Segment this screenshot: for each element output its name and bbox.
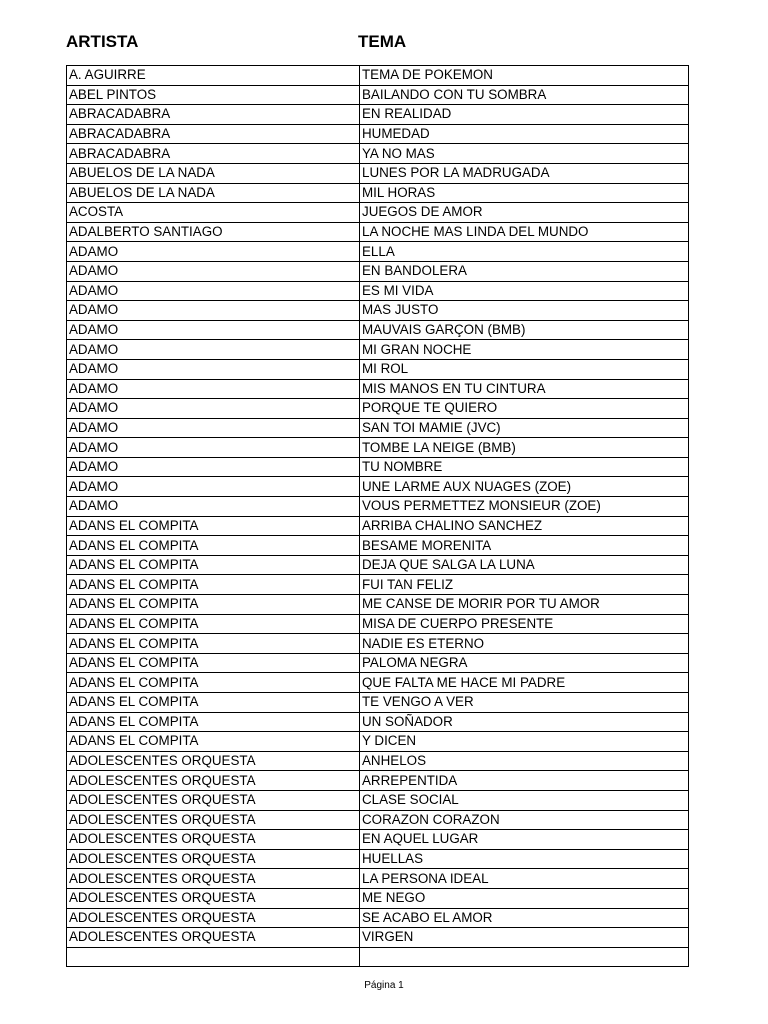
theme-cell: TU NOMBRE	[360, 457, 689, 477]
table-row	[67, 497, 689, 517]
table-row	[67, 595, 689, 615]
table-row	[67, 869, 689, 889]
theme-cell: PALOMA NEGRA	[360, 653, 689, 673]
artist-cell: ABRACADABRA	[67, 144, 360, 164]
theme-cell: CLASE SOCIAL	[360, 790, 689, 810]
theme-cell: MIS MANOS EN TU CINTURA	[360, 379, 689, 399]
artist-cell: ADANS EL COMPITA	[67, 595, 360, 615]
artist-cell: ADANS EL COMPITA	[67, 614, 360, 634]
artist-cell: ADAMO	[67, 340, 360, 360]
theme-cell: MAUVAIS GARÇON (BMB)	[360, 320, 689, 340]
artist-cell: ADOLESCENTES ORQUESTA	[67, 869, 360, 889]
artist-cell: ADAMO	[67, 477, 360, 497]
artist-cell: ADANS EL COMPITA	[67, 536, 360, 556]
theme-cell	[360, 947, 689, 967]
theme-cell: Y DICEN	[360, 732, 689, 752]
artist-cell: ADAMO	[67, 359, 360, 379]
artist-cell: ABEL PINTOS	[67, 85, 360, 105]
theme-cell: ANHELOS	[360, 751, 689, 771]
page-number: Página 1	[364, 980, 404, 991]
table-row	[67, 379, 689, 399]
artist-cell: ADAMO	[67, 301, 360, 321]
artist-cell: ADANS EL COMPITA	[67, 712, 360, 732]
table-row	[67, 438, 689, 458]
theme-cell: HUELLAS	[360, 849, 689, 869]
artist-cell: ADANS EL COMPITA	[67, 555, 360, 575]
artist-cell: ADOLESCENTES ORQUESTA	[67, 751, 360, 771]
table-row	[67, 614, 689, 634]
theme-cell: ARREPENTIDA	[360, 771, 689, 791]
table-row	[67, 359, 689, 379]
table-row	[67, 888, 689, 908]
theme-cell: LUNES POR LA MADRUGADA	[360, 163, 689, 183]
table-row	[67, 281, 689, 301]
artist-cell: A. AGUIRRE	[67, 66, 360, 86]
table-row	[67, 261, 689, 281]
theme-cell: JUEGOS DE AMOR	[360, 203, 689, 223]
table-row	[67, 457, 689, 477]
artist-cell: ADAMO	[67, 457, 360, 477]
theme-cell: NADIE ES ETERNO	[360, 634, 689, 654]
artist-cell: ADALBERTO SANTIAGO	[67, 222, 360, 242]
theme-cell: LA NOCHE MAS LINDA DEL MUNDO	[360, 222, 689, 242]
theme-cell: ME CANSE DE MORIR POR TU AMOR	[360, 595, 689, 615]
artist-cell: ADOLESCENTES ORQUESTA	[67, 908, 360, 928]
theme-cell: MI GRAN NOCHE	[360, 340, 689, 360]
artist-cell: ADAMO	[67, 242, 360, 262]
table-row	[67, 124, 689, 144]
theme-cell: EN REALIDAD	[360, 105, 689, 125]
theme-cell: ARRIBA CHALINO SANCHEZ	[360, 516, 689, 536]
theme-cell: VIRGEN	[360, 928, 689, 948]
table-row	[67, 634, 689, 654]
table-row	[67, 653, 689, 673]
table-row	[67, 928, 689, 948]
theme-cell: QUE FALTA ME HACE MI PADRE	[360, 673, 689, 693]
theme-cell: LA PERSONA IDEAL	[360, 869, 689, 889]
artist-cell: ADANS EL COMPITA	[67, 673, 360, 693]
table-row	[67, 849, 689, 869]
table-row	[67, 144, 689, 164]
artist-cell	[67, 947, 360, 967]
table-row	[67, 477, 689, 497]
artist-cell: ADANS EL COMPITA	[67, 693, 360, 713]
theme-cell: PORQUE TE QUIERO	[360, 399, 689, 419]
theme-cell: FUI TAN FELIZ	[360, 575, 689, 595]
table-row	[67, 575, 689, 595]
artist-cell: ADOLESCENTES ORQUESTA	[67, 810, 360, 830]
header-theme: TEMA	[358, 32, 407, 51]
table-row	[67, 693, 689, 713]
theme-cell: TOMBE LA NEIGE (BMB)	[360, 438, 689, 458]
artist-cell: ABRACADABRA	[67, 105, 360, 125]
artist-cell: ADAMO	[67, 418, 360, 438]
theme-cell: YA NO MAS	[360, 144, 689, 164]
artist-cell: ADAMO	[67, 438, 360, 458]
theme-cell: UN SOÑADOR	[360, 712, 689, 732]
artist-cell: ADAMO	[67, 261, 360, 281]
artist-cell: ADOLESCENTES ORQUESTA	[67, 771, 360, 791]
theme-cell: MIL HORAS	[360, 183, 689, 203]
theme-cell: EN BANDOLERA	[360, 261, 689, 281]
theme-cell: BESAME MORENITA	[360, 536, 689, 556]
table-row	[67, 222, 689, 242]
theme-cell: MISA DE CUERPO PRESENTE	[360, 614, 689, 634]
table-row	[67, 732, 689, 752]
table-row	[67, 399, 689, 419]
table-row	[67, 771, 689, 791]
column-headers	[66, 30, 688, 54]
table-row	[67, 320, 689, 340]
table-row	[67, 830, 689, 850]
theme-cell: ELLA	[360, 242, 689, 262]
table-row	[67, 947, 689, 967]
theme-cell: EN AQUEL LUGAR	[360, 830, 689, 850]
artist-cell: ADOLESCENTES ORQUESTA	[67, 928, 360, 948]
artist-cell: ADOLESCENTES ORQUESTA	[67, 849, 360, 869]
table-row	[67, 673, 689, 693]
theme-cell: ME NEGO	[360, 888, 689, 908]
header-artist: ARTISTA	[66, 32, 139, 51]
table-row	[67, 340, 689, 360]
artist-cell: ADANS EL COMPITA	[67, 575, 360, 595]
artist-cell: ABUELOS DE LA NADA	[67, 183, 360, 203]
artist-cell: ADANS EL COMPITA	[67, 516, 360, 536]
artist-cell: ADOLESCENTES ORQUESTA	[67, 790, 360, 810]
table-row	[67, 66, 689, 86]
theme-cell: TE VENGO A VER	[360, 693, 689, 713]
table-row	[67, 183, 689, 203]
theme-cell: CORAZON CORAZON	[360, 810, 689, 830]
table-row	[67, 516, 689, 536]
table-row	[67, 908, 689, 928]
table-row	[67, 751, 689, 771]
artist-cell: ADAMO	[67, 281, 360, 301]
artist-cell: ADOLESCENTES ORQUESTA	[67, 888, 360, 908]
artist-cell: ADAMO	[67, 320, 360, 340]
theme-cell: SAN TOI MAMIE (JVC)	[360, 418, 689, 438]
table-row	[67, 163, 689, 183]
table-row	[67, 85, 689, 105]
artist-cell: ADOLESCENTES ORQUESTA	[67, 830, 360, 850]
songs-table	[66, 65, 689, 967]
table-row	[67, 301, 689, 321]
artist-cell: ABRACADABRA	[67, 124, 360, 144]
theme-cell: MI ROL	[360, 359, 689, 379]
theme-cell: HUMEDAD	[360, 124, 689, 144]
table-row	[67, 536, 689, 556]
theme-cell: MAS JUSTO	[360, 301, 689, 321]
theme-cell: DEJA QUE SALGA LA LUNA	[360, 555, 689, 575]
theme-cell: VOUS PERMETTEZ MONSIEUR (ZOE)	[360, 497, 689, 517]
theme-cell: UNE LARME AUX NUAGES (ZOE)	[360, 477, 689, 497]
table-row	[67, 810, 689, 830]
artist-cell: ADAMO	[67, 399, 360, 419]
table-row	[67, 555, 689, 575]
theme-cell: BAILANDO CON TU SOMBRA	[360, 85, 689, 105]
table-row	[67, 105, 689, 125]
artist-cell: ACOSTA	[67, 203, 360, 223]
theme-cell: TEMA DE POKEMON	[360, 66, 689, 86]
songs-table-body	[67, 66, 689, 967]
artist-cell: ABUELOS DE LA NADA	[67, 163, 360, 183]
theme-cell: SE ACABO EL AMOR	[360, 908, 689, 928]
artist-cell: ADAMO	[67, 497, 360, 517]
artist-cell: ADAMO	[67, 379, 360, 399]
theme-cell: ES MI VIDA	[360, 281, 689, 301]
table-row	[67, 242, 689, 262]
table-row	[67, 203, 689, 223]
artist-cell: ADANS EL COMPITA	[67, 653, 360, 673]
table-row	[67, 418, 689, 438]
table-row	[67, 790, 689, 810]
table-row	[67, 712, 689, 732]
artist-cell: ADANS EL COMPITA	[67, 634, 360, 654]
artist-cell: ADANS EL COMPITA	[67, 732, 360, 752]
